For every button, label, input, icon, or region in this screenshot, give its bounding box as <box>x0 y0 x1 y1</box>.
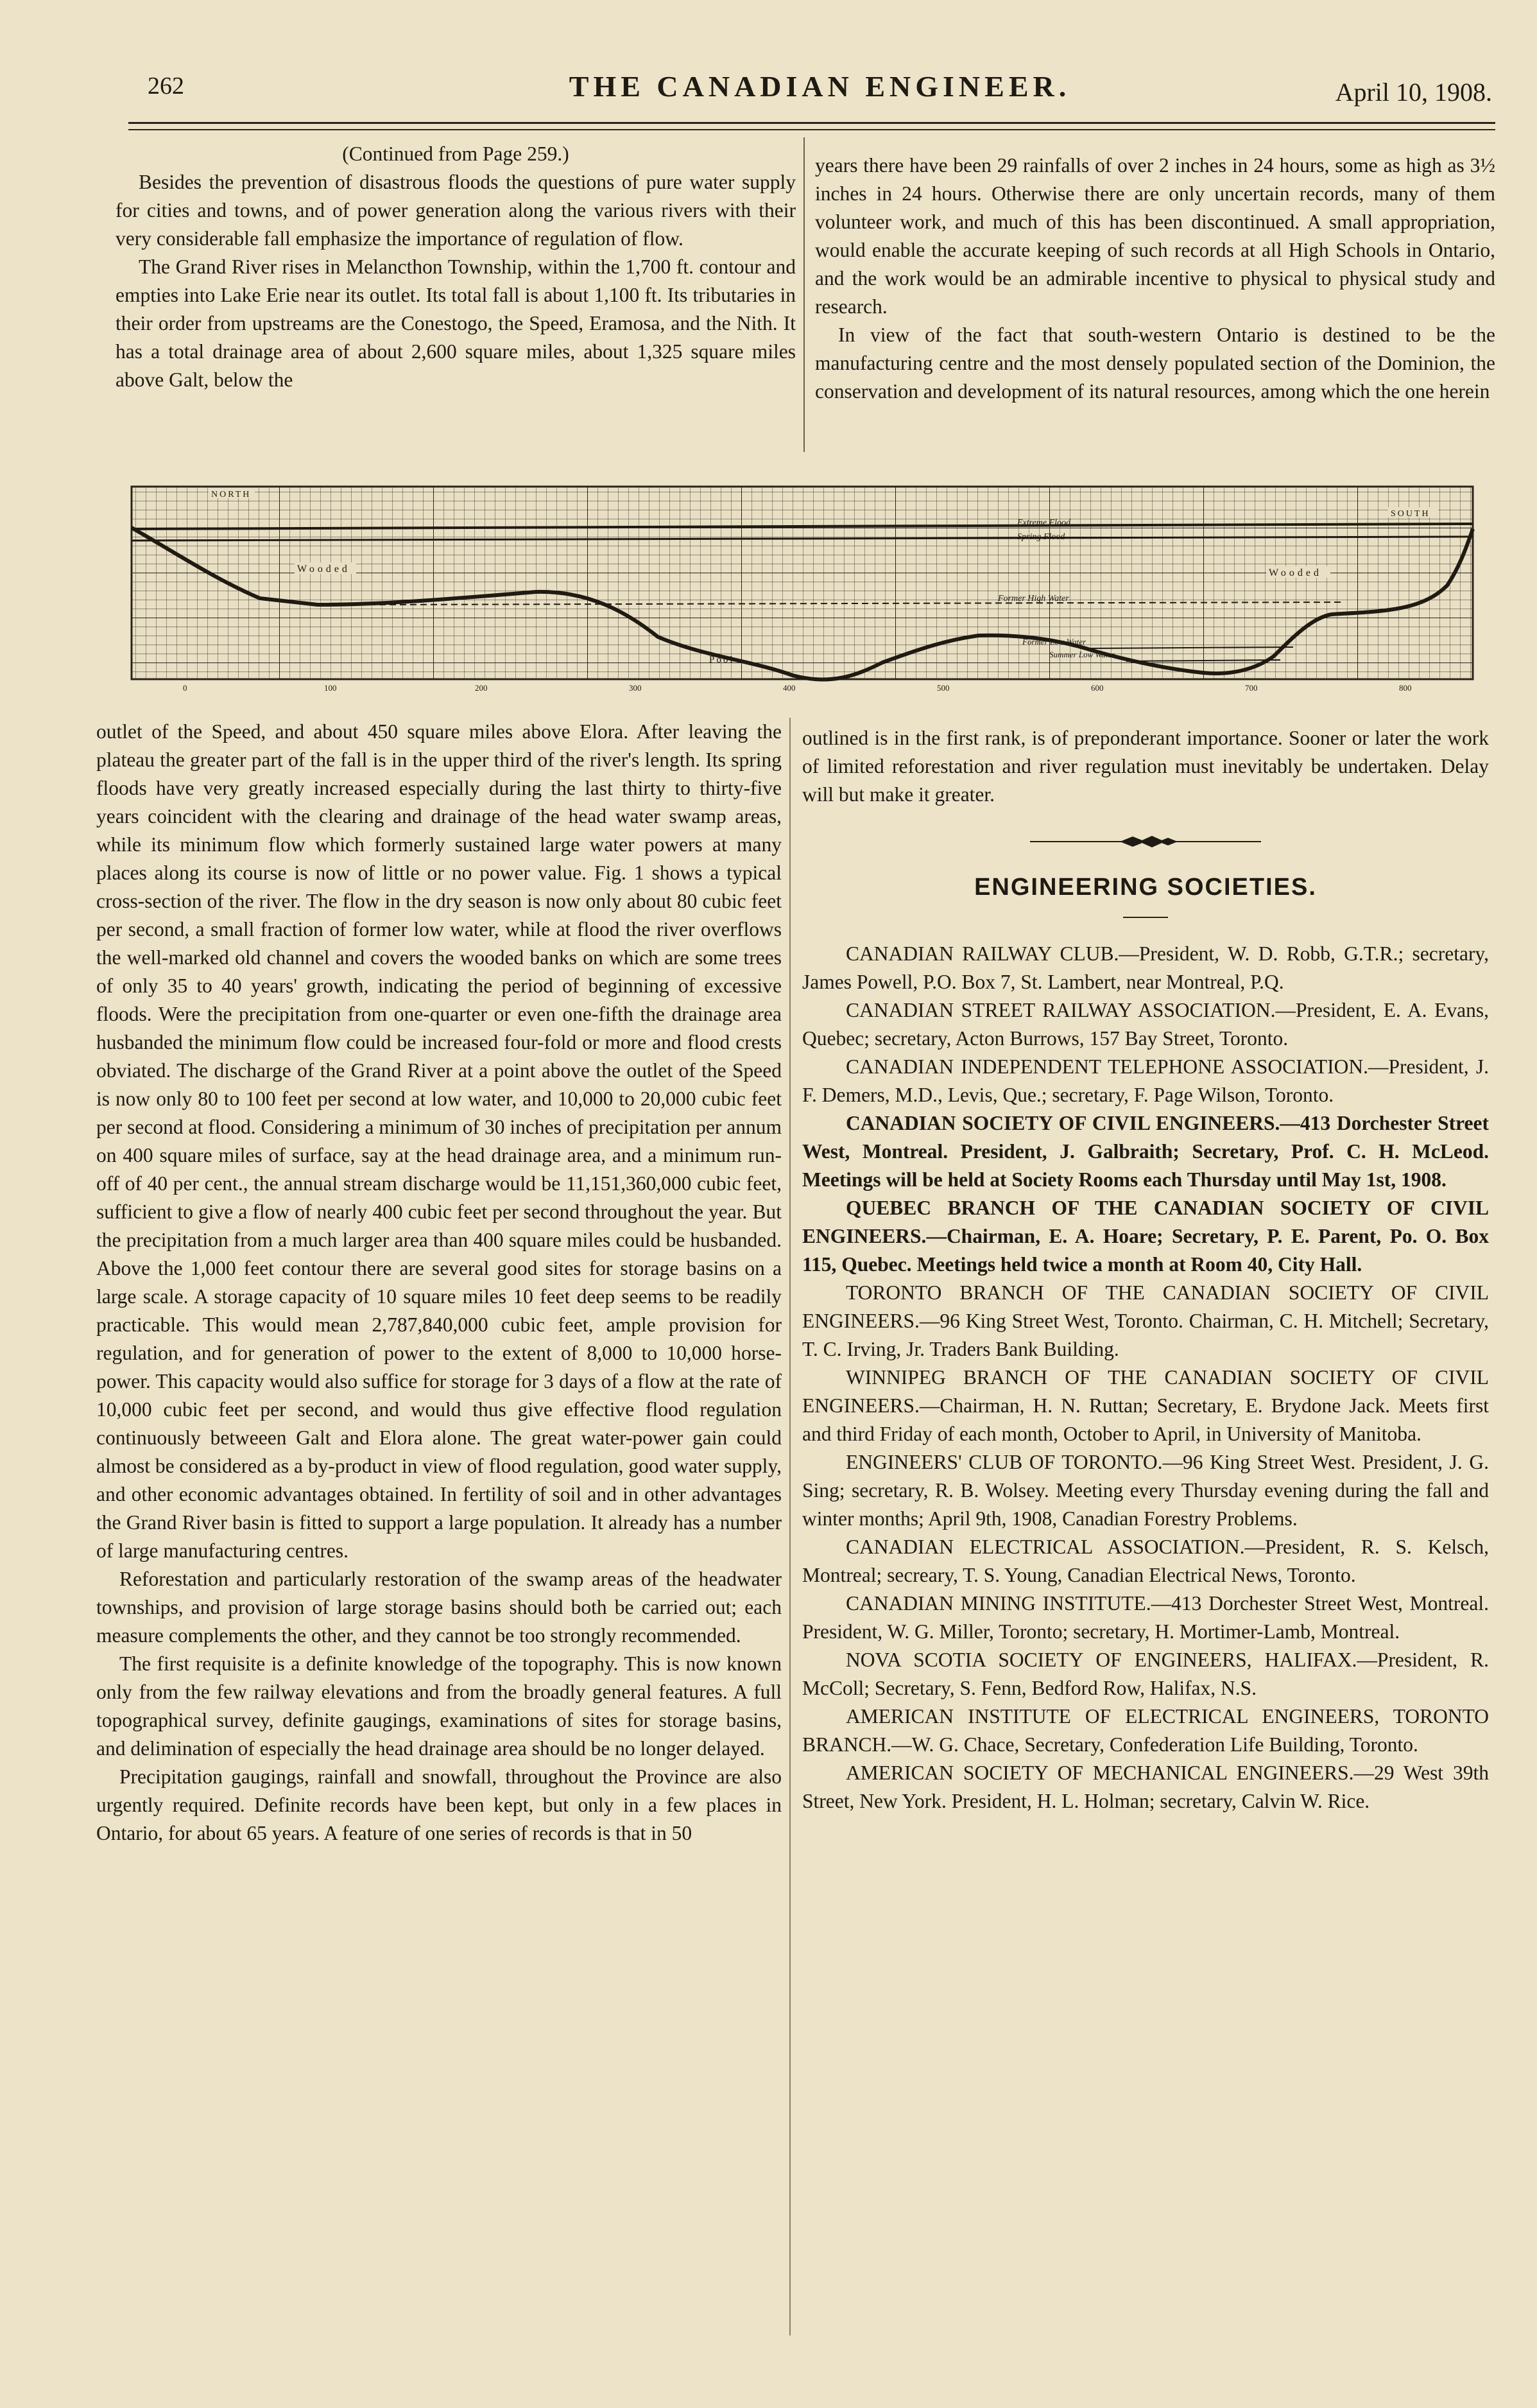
paragraph: outlined is in the first rank, is of preponderant importance. Sooner or later the work of limited reforestation and river regulation must inevitably be undertaken. Delay will but make it greater. <box>802 727 1489 806</box>
column-divider <box>789 718 791 2335</box>
society-name: CANADIAN RAILWAY CLUB. <box>846 942 1119 965</box>
label-extreme-flood: Extreme Flood <box>1017 518 1071 528</box>
heading-rule <box>1123 917 1168 918</box>
column-bottom-right <box>802 724 1489 1815</box>
society-details: —President, R. S. Kelsch, Montreal; secreary, T. S. Young, Canadian Electrical News, Toronto. <box>802 1536 1490 1586</box>
society-entry <box>802 1279 1489 1364</box>
society-name: AMERICAN INSTITUTE OF ELECTRICAL ENGINEERS, TORONTO BRANCH. <box>802 1705 1489 1756</box>
paragraph: Precipitation gaugings, rainfall and snowfall, throughout the Province are also urgently required. Definite records have been kept, but only in a few places in Ontario, for about 65 years. A feature of one series of records is that in 50 <box>96 1765 782 1844</box>
label-wooded-right: Wooded <box>1269 567 1322 578</box>
column-divider <box>803 137 805 452</box>
ornament-rule-icon <box>1030 835 1261 849</box>
tick-label: 200 <box>475 683 488 693</box>
label-former-low-water: Former Low Water <box>1022 637 1086 646</box>
paragraph: Besides the prevention of disastrous floods the questions of pure water supply for cities and towns, and of power generation along the various rivers with their very considerable fall emphasize the importance of regulation of flow. <box>116 171 796 250</box>
society-entry <box>802 1053 1489 1109</box>
tick-label: 600 <box>1091 683 1104 693</box>
society-details: —President, W. D. Robb, G.T.R.; secretary, James Powell, P.O. Box 7, St. Lambert, near Montreal, P.Q. <box>802 942 1490 993</box>
society-entry <box>802 1702 1489 1759</box>
label-former-high-water: Former High Water <box>998 594 1069 603</box>
society-entry <box>802 996 1489 1053</box>
tick-label: 800 <box>1399 683 1412 693</box>
column-top-right <box>815 152 1495 406</box>
society-details: —96 King Street West, Toronto. Chairman, C. H. Mitchell; Secretary, T. C. Irving, Jr. Traders Bank Building. <box>802 1310 1489 1360</box>
section-ornament <box>802 828 1489 856</box>
paragraph: Reforestation and particularly restoration of the swamp areas of the headwater townships, and provision of large storage basins should both be carried out; each measure complements the other, and they cannot be too strongly recommended. <box>96 1568 782 1647</box>
issue-date: April 10, 1908. <box>1335 78 1492 107</box>
label-south: SOUTH <box>1391 509 1430 519</box>
paragraph: In view of the fact that south-western Ontario is destined to be the manufacturing centre and the most densely populated section of the Dominion, the conservation and development of its natural resources, among which the one herein <box>815 324 1495 403</box>
society-entry <box>802 1646 1489 1702</box>
page-number: 262 <box>148 73 184 100</box>
society-details: —President, R. McColl; Secretary, S. Fenn, Bedford Row, Halifax, N.S. <box>802 1649 1490 1699</box>
tick-label: 700 <box>1245 683 1258 693</box>
society-entry <box>802 1759 1489 1815</box>
label-pool: Pool <box>709 655 735 665</box>
society-name: AMERICAN SOCIETY OF MECHANICAL ENGINEERS. <box>846 1762 1354 1784</box>
label-summer-low-water: Summer Low Water <box>1049 650 1115 659</box>
tick-label: 100 <box>324 683 337 693</box>
label-wooded-left: Wooded <box>297 564 350 575</box>
tick-label: 400 <box>783 683 796 693</box>
society-entry <box>802 1194 1489 1279</box>
journal-title: THE CANADIAN ENGINEER. <box>569 70 1071 103</box>
river-cross-section-figure <box>125 483 1479 695</box>
society-name: CANADIAN MINING INSTITUTE. <box>846 1592 1151 1615</box>
society-details: —413 Dorchester Street West, Montreal. President, W. G. Miller, Toronto; secretary, H. Mortimer-Lamb, Montreal. <box>802 1592 1489 1643</box>
society-entry <box>802 1109 1489 1194</box>
society-details: —Chairman, H. N. Ruttan; Secretary, E. Brydone Jack. Meets first and third Friday of each month, October to April, in University of Manitoba. <box>802 1394 1489 1445</box>
society-entry <box>802 1448 1489 1533</box>
paragraph: outlet of the Speed, and about 450 square miles above Elora. After leaving the plateau the greater part of the fall is in the upper third of the river's length. Its spring floods have very greatly increased especially during the last thirty to thirty-five years coincident with the clearing and drainage of the head water swamp areas, while its minimum flow which formerly sustained large water powers at many places along its course is now of little or no power value. Fig. 1 shows a typical cross-section of the river. The flow in the dry season is now only about 80 cubic feet per second, a small fraction of former low water, while at flood the river overflows the well-marked old channel and covers the wooded banks on which are some trees of only 35 to 40 years' growth, indicating the period of beginning of excessive floods. Were the precipitation from one-quarter or even one-fifth the drainage area husbanded the minimum flow could be increased four-fold or more and flood crests obviated. The discharge of the Grand River at a point above the outlet of the Speed is now only 80 to 100 feet per second at low water, and 10,000 to 20,000 cubic feet per second at flood. Considering a minimum of 30 inches of precipitation per annum on 400 square miles of surface, say at the head drainage area, and a minimum run-off of 40 per cent., the annual stream discharge would be 11,151,360,000 cubic feet, sufficient to give a flow of nearly 400 cubic feet per second throughout the year. But the precipitation from a much larger area than 400 square miles could be husbanded. Above the 1,000 feet contour there are several good sites for storage basins on a large scale. A storage capacity of 10 square miles 10 feet deep seems to be readily practicable. This would mean 2,787,840,000 cubic feet, ample provision for regulation, and for generation of power to the extent of 8,000 to 10,000 horse-power. This capacity would also suffice for storage for 3 days of a flow at the rate of 10,000 cubic feet per second, and would thus give effective flood regulation continuously betweeen Galt and Elora alone. The great water-power gain could almost be considered as a by-product in view of flood regulation, good water supply, and other economic advantages obtained. In fertility of soil and in other advantages the Grand River basin is fitted to support a large population. It already has a number of large manufacturing centres. <box>96 720 782 1562</box>
label-spring-flood: Spring Flood <box>1017 532 1065 542</box>
section-heading: ENGINEERING SOCIETIES. <box>974 874 1317 901</box>
paragraph: years there have been 29 rainfalls of over 2 inches in 24 hours, some as high as 3½ inches in 24 hours. Otherwise there are only uncertain records, many of them volunteer work, and much of this has been discontinued. A small appropriation, would enable the accurate keeping of such records at all High Schools in Ontario, and the work would be an admirable incentive to physical to physical study and research. <box>815 154 1495 318</box>
tick-label: 0 <box>183 683 187 693</box>
society-name: CANADIAN SOCIETY OF CIVIL ENGINEERS. <box>846 1112 1280 1134</box>
paragraph: The first requisite is a definite knowledge of the topography. This is now known only from the few railway elevations and from the broadly general features. A full topographical survey, definite gaugings, examinations of sites for storage basins, and delimination of especially the head drainage area should be no longer delayed. <box>96 1652 782 1760</box>
header-rule <box>128 122 1495 130</box>
society-details: —President, J. F. Demers, M.D., Levis, Que.; secretary, F. Page Wilson, Toronto. <box>802 1055 1489 1106</box>
society-entry <box>802 940 1489 996</box>
column-top-left <box>116 140 796 394</box>
continued-note: (Continued from Page 259.) <box>342 143 569 165</box>
society-details: —W. G. Chace, Secretary, Confederation Life Building, Toronto. <box>891 1733 1418 1756</box>
label-north: NORTH <box>211 490 252 499</box>
society-details: —96 King Street West. President, J. G. Sing; secretary, R. B. Wolsey. Meeting every Thursday evening during the fall and winter months; April 9th, 1908, Canadian Forestry Problems. <box>802 1451 1489 1530</box>
society-name: CANADIAN INDEPENDENT TELEPHONE ASSOCIATION. <box>846 1055 1368 1078</box>
society-details: —29 West 39th Street, New York. President, H. L. Holman; secretary, Calvin W. Rice. <box>802 1762 1489 1812</box>
society-entry <box>802 1364 1489 1448</box>
society-name: CANADIAN STREET RAILWAY ASSOCIATION. <box>846 999 1276 1021</box>
society-name: WINNIPEG BRANCH OF THE CANADIAN SOCIETY OF CIVIL ENGINEERS. <box>802 1366 1489 1417</box>
society-details: —413 Dorchester Street West, Montreal. President, J. Galbraith; Secretary, Prof. C. H. McLeod. Meetings will be held at Society Rooms each Thursday until May 1st, 1908. <box>802 1112 1490 1191</box>
society-name: NOVA SCOTIA SOCIETY OF ENGINEERS, HALIFAX. <box>846 1649 1357 1671</box>
society-name: QUEBEC BRANCH OF THE CANADIAN SOCIETY OF CIVIL ENGINEERS. <box>802 1197 1489 1247</box>
society-entry <box>802 1589 1489 1646</box>
society-entry <box>802 1533 1489 1589</box>
column-bottom-left <box>96 718 782 1848</box>
society-name: CANADIAN ELECTRICAL ASSOCIATION. <box>846 1536 1245 1558</box>
society-details: —Chairman, E. A. Hoare; Secretary, P. E. Parent, Po. O. Box 115, Quebec. Meetings held twice a month at Room 40, City Hall. <box>802 1225 1489 1276</box>
society-details: —President, E. A. Evans, Quebec; secretary, Acton Burrows, 157 Bay Street, Toronto. <box>802 999 1489 1050</box>
paragraph: The Grand River rises in Melancthon Township, within the 1,700 ft. contour and empties into Lake Erie near its outlet. Its total fall is about 1,100 ft. Its tributaries in their order from upstreams are the Conestogo, the Speed, Eramosa, and the Nith. It has a total drainage area of about 2,600 square miles, about 1,325 square miles above Galt, below the <box>116 256 796 391</box>
cross-section-diagram <box>125 483 1479 695</box>
society-name: ENGINEERS' CLUB OF TORONTO. <box>846 1451 1163 1473</box>
tick-label: 500 <box>937 683 950 693</box>
page-header <box>148 69 1492 114</box>
tick-label: 300 <box>629 683 642 693</box>
grid-major <box>132 487 1473 679</box>
society-name: TORONTO BRANCH OF THE CANADIAN SOCIETY OF CIVIL ENGINEERS. <box>802 1281 1489 1332</box>
